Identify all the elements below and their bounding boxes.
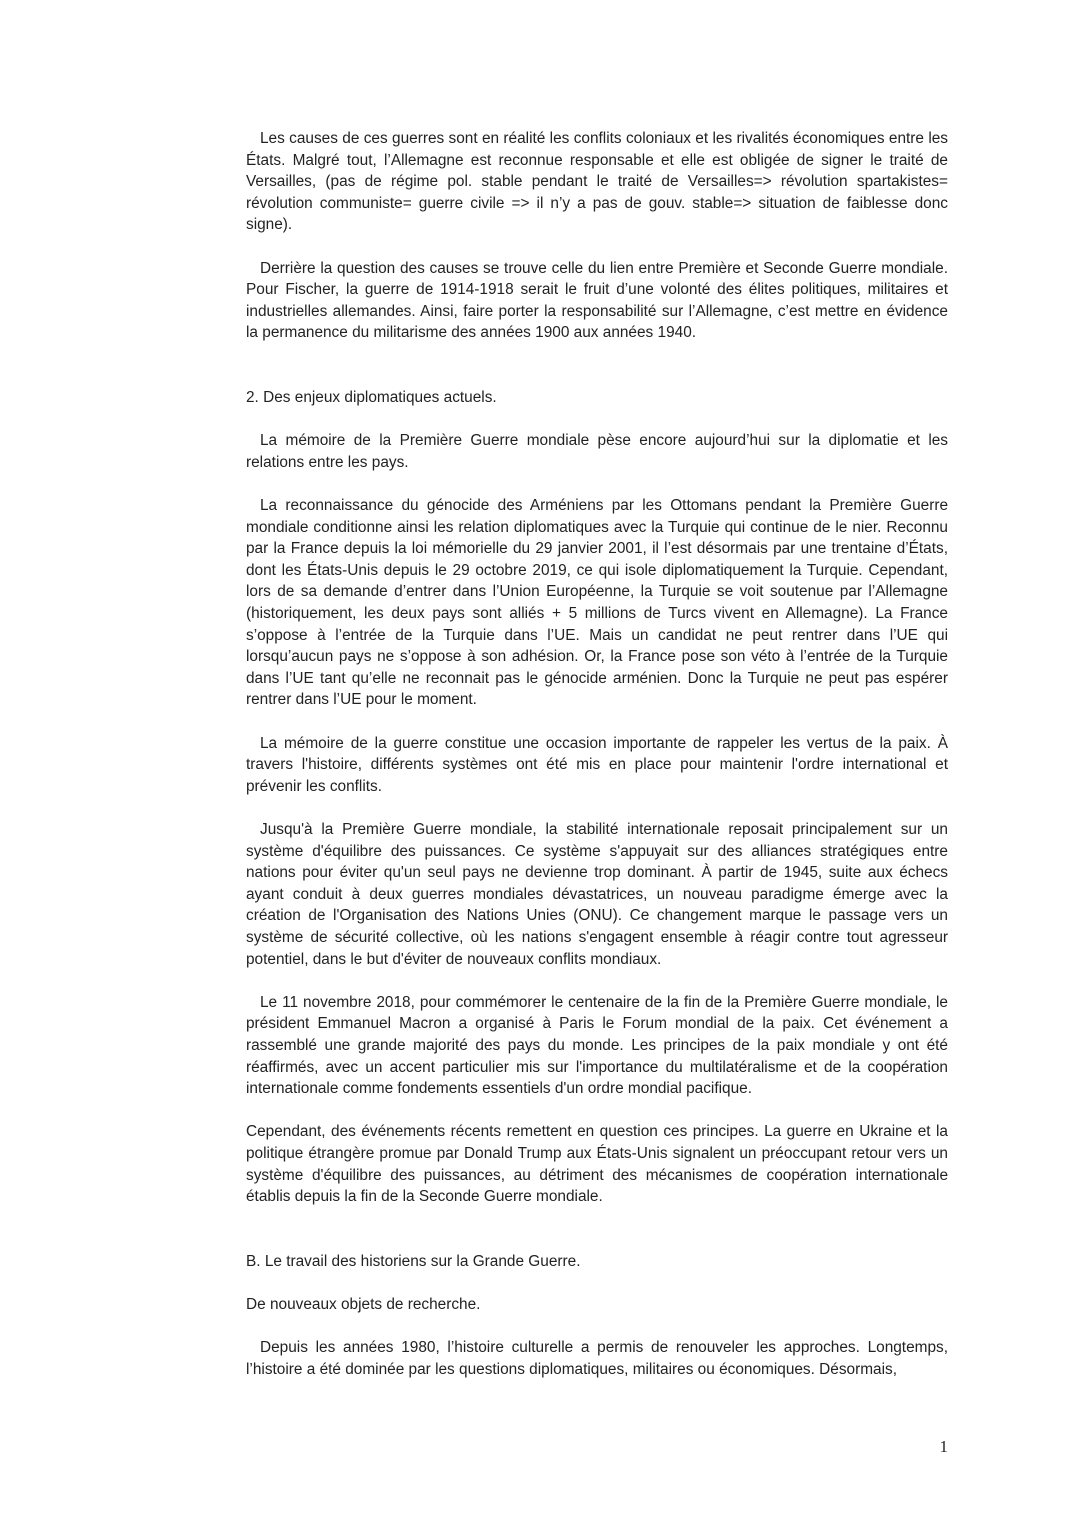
- paragraph-evenements-recents: Cependant, des événements récents remettent en question ces principes. La guerre en Ukraine et la politique étrangère promue par Donald Trump aux États-Unis signalent un préoccupant retour vers un système d'équilibre des puissances, au détriment des mécanismes de coopération internationale établis depuis la fin de la Seconde Guerre mondiale.: [246, 1123, 948, 1206]
- page-number: 1: [939, 1437, 948, 1456]
- paragraph-spacer: [246, 711, 948, 733]
- paragraph-spacer: [246, 1272, 948, 1294]
- paragraph-spacer: [246, 409, 948, 431]
- paragraph-causes-guerres: Les causes de ces guerres sont en réalité les conflits coloniaux et les rivalités économiques entre les États. Malgré tout, l’Allemagne est reconnue responsable et elle est obligée de signer le traité de Versailles, (pas de régime pol. stable pendant le traité de Versailles=> révolution spartakistes= révolution communiste= guerre civile => il n’y a pas de gouv. stable=> situation de faiblesse donc signe).: [246, 130, 948, 234]
- section-spacer: [246, 344, 948, 387]
- paragraph-spacer: [246, 236, 948, 258]
- paragraph-genocide-armeniens: La reconnaissance du génocide des Arméniens par les Ottomans pendant la Première Guerre mondiale conditionne ainsi les relation diplomatiques avec la Turquie qui continue de le nier. Reconnu par la France depuis la loi mémorielle du 29 janvier 2001, il l’est désormais par une trentaine d’États, dont les États-Unis depuis le 29 octobre 2019, ce qui isole diplomatiquement la Turquie. Cependant, lors de sa demande d’entrer dans l’Union Européenne, la Turquie se voit soutenue par l’Allemagne (historiquement, les deux pays sont alliés + 5 millions de Turcs vivent en Allemagne). La France s’oppose à l’entrée de la Turquie dans l’UE. Mais un candidat ne peut rentrer dans l’UE qui lorsqu’aucun pays ne s’oppose à son adhésion. Or, la France pose son véto à l’entrée de la Turquie dans l’UE tant qu’elle ne reconnait pas le génocide arménien. Donc la Turquie ne peut pas espérer rentrer dans l’UE pour le moment.: [246, 497, 948, 709]
- paragraph-histoire-culturelle: Depuis les années 1980, l’histoire culturelle a permis de renouveler les approches. Longtemps, l’histoire a été dominée par les questions diplomatiques, militaires ou économiques. Désormais,: [246, 1339, 948, 1378]
- subheading-nouveaux-objets: De nouveaux objets de recherche.: [246, 1296, 481, 1314]
- section-heading-travail-historiens: B. Le travail des historiens sur la Grande Guerre.: [246, 1252, 581, 1270]
- paragraph-spacer: [246, 474, 948, 496]
- paragraph-spacer: [246, 1100, 948, 1122]
- paragraph-equilibre-puissances: Jusqu'à la Première Guerre mondiale, la stabilité internationale reposait principalement sur un système d'équilibre des puissances. Ce système s'appuyait sur des alliances stratégiques entre nations pour éviter qu'un seul pays ne devienne trop dominant. À partir de 1945, suite aux échecs ayant conduit à deux guerres mondiales dévastatrices, un nouveau paradigme émerge avec la création de l'Organisation des Nations Unies (ONU). Ce changement marque le passage vers un système de sécurité collective, où les nations s'engagent ensemble à réagir contre tout agresseur potentiel, dans le but d'éviter de nouveaux conflits mondiaux.: [246, 821, 948, 968]
- section-heading-enjeux-diplomatiques: 2. Des enjeux diplomatiques actuels.: [246, 389, 497, 407]
- document-page: [246, 128, 948, 1380]
- paragraph-forum-paix: Le 11 novembre 2018, pour commémorer le centenaire de la fin de la Première Guerre mondiale, le président Emmanuel Macron a organisé à Paris le Forum mondial de la paix. Cet événement a rassemblé une grande majorité des pays du monde. Les principes de la paix mondiale y ont été réaffirmés, avec un accent particulier mis sur l'importance du multilatéralisme et de la coopération internationale comme fondements essentiels d'un ordre mondial pacifique.: [246, 993, 948, 1098]
- paragraph-spacer: [246, 797, 948, 819]
- paragraph-vertus-paix: La mémoire de la guerre constitue une occasion importante de rappeler les vertus de la paix. À travers l'histoire, différents systèmes ont été mis en place pour maintenir l'ordre international et prévenir les conflits.: [246, 734, 948, 795]
- paragraph-spacer: [246, 1316, 948, 1338]
- paragraph-memoire-diplomatie: La mémoire de la Première Guerre mondiale pèse encore aujourd’hui sur la diplomatie et les relations entre les pays.: [246, 432, 948, 471]
- paragraph-spacer: [246, 970, 948, 992]
- section-spacer: [246, 1208, 948, 1251]
- paragraph-lien-guerres: Derrière la question des causes se trouve celle du lien entre Première et Seconde Guerre mondiale. Pour Fischer, la guerre de 1914-1918 serait le fruit d’une volonté des élites politiques, militaires et industrielles allemandes. Ainsi, faire porter la responsabilité sur l’Allemagne, c’est mettre en évidence la permanence du militarisme des années 1900 aux années 1940.: [246, 259, 948, 342]
